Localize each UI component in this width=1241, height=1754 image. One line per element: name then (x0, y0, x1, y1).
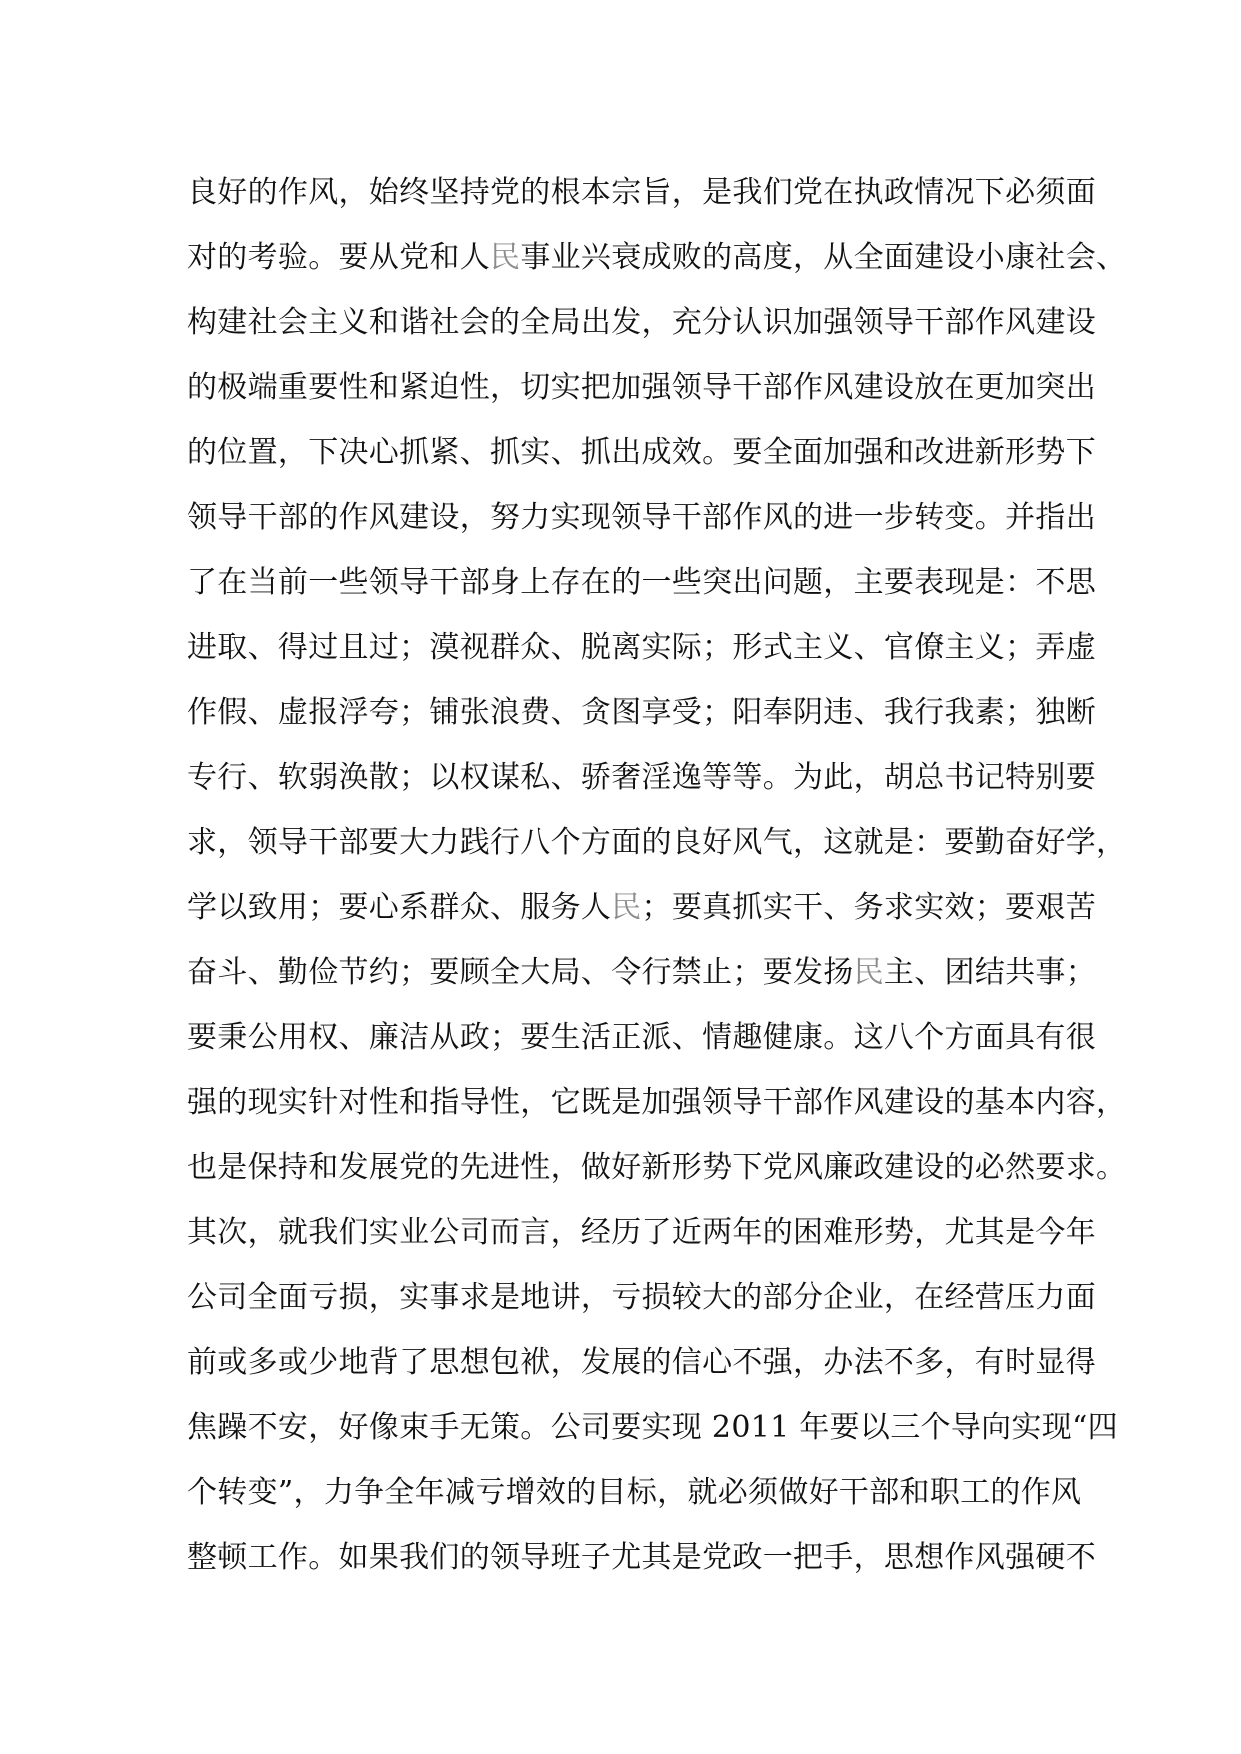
text-line (187, 485, 1096, 550)
line-text: 作假、虚报浮夸；铺张浪费、贪图享受；阳奉阴违、我行我素；独断 (187, 695, 1096, 730)
line-text: 前或多或少地背了思想包袱，发展的信心不强，办法不多，有时显得 (187, 1345, 1096, 1380)
line-text: 良好的作风，始终坚持党的根本宗旨，是我们党在执政情况下必须面 (187, 175, 1096, 210)
text-line (187, 810, 1127, 875)
body-text (187, 160, 1127, 1590)
line-text: 对的考验。要从党和人 (187, 240, 490, 275)
text-line (187, 1005, 1096, 1070)
line-text: 进取、得过且过；漠视群众、脱离实际；形式主义、官僚主义；弄虚 (187, 630, 1096, 665)
faded-character: 民 (490, 240, 521, 275)
line-text: 主、团结共事； (883, 955, 1097, 990)
text-line (187, 1525, 1096, 1590)
text-line (187, 1265, 1096, 1330)
line-text: 事业兴衰成败的高度，从全面建设小康社会、 (520, 240, 1127, 275)
text-line (187, 1135, 1127, 1200)
text-line (187, 550, 1096, 615)
line-text: 了在当前一些领导干部身上存在的一些突出问题，主要表现是：不思 (187, 565, 1096, 600)
line-text: 学以致用；要心系群众、服务人 (187, 890, 612, 925)
text-line (187, 1330, 1096, 1395)
text-line (187, 875, 1097, 940)
text-line (187, 225, 1127, 290)
text-line (187, 1200, 1096, 1265)
line-text: 整顿工作。如果我们的领导班子尤其是党政一把手，思想作风强硬不 (187, 1540, 1096, 1575)
text-line (187, 940, 1097, 1005)
line-text: 奋斗、勤俭节约；要顾全大局、令行禁止；要发扬 (187, 955, 854, 990)
line-text: 其次，就我们实业公司而言，经历了近两年的困难形势，尤其是今年 (187, 1215, 1096, 1250)
text-line (187, 160, 1096, 225)
line-text: 领导干部的作风建设，努力实现领导干部作风的进一步转变。并指出 (187, 500, 1096, 535)
text-line (187, 290, 1096, 355)
line-text: 焦躁不安，好像束手无策。公司要实现 2011 年要以三个导向实现“四 (187, 1410, 1118, 1445)
text-line (187, 615, 1096, 680)
line-text: 也是保持和发展党的先进性，做好新形势下党风廉政建设的必然要求。 (187, 1150, 1127, 1185)
line-text: 强的现实针对性和指导性，它既是加强领导干部作风建设的基本内容， (187, 1085, 1127, 1120)
line-text: 个转变”，力争全年减亏增效的目标，就必须做好干部和职工的作风 (187, 1475, 1082, 1510)
text-line (187, 1395, 1118, 1460)
text-line (187, 1070, 1127, 1135)
faded-character: 民 (611, 890, 642, 925)
line-text: 专行、软弱涣散；以权谋私、骄奢淫逸等等。为此，胡总书记特别要 (187, 760, 1096, 795)
line-text: 的极端重要性和紧迫性，切实把加强领导干部作风建设放在更加突出 (187, 370, 1096, 405)
line-text: 要秉公用权、廉洁从政；要生活正派、情趣健康。这八个方面具有很 (187, 1020, 1096, 1055)
text-line (187, 680, 1096, 745)
line-text: ；要真抓实干、务求实效；要艰苦 (641, 890, 1097, 925)
text-line (187, 745, 1096, 810)
text-line (187, 420, 1096, 485)
line-text: 构建社会主义和谐社会的全局出发，充分认识加强领导干部作风建设 (187, 305, 1096, 340)
faded-character: 民 (853, 955, 884, 990)
line-text: 的位置，下决心抓紧、抓实、抓出成效。要全面加强和改进新形势下 (187, 435, 1096, 470)
line-text: 求，领导干部要大力践行八个方面的良好风气，这就是：要勤奋好学， (187, 825, 1127, 860)
line-text: 公司全面亏损，实事求是地讲，亏损较大的部分企业，在经营压力面 (187, 1280, 1096, 1315)
text-line (187, 1460, 1082, 1525)
text-line (187, 355, 1096, 420)
